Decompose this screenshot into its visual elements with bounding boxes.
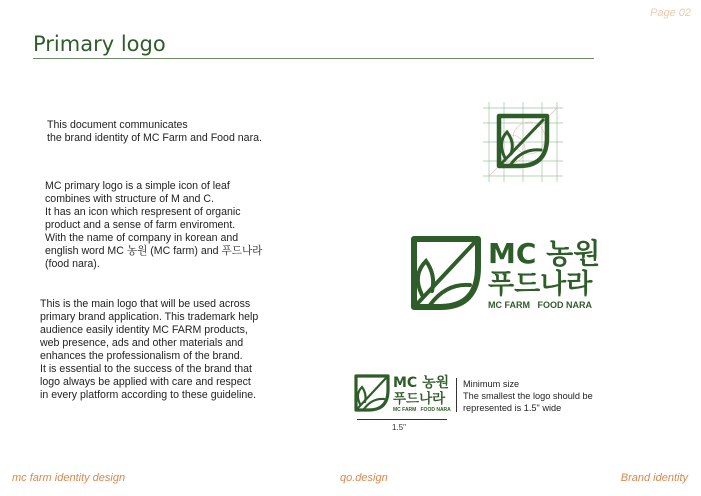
logo-description-paragraph: MC primary logo is a simple icon of leaf combines with structure of M and C. It has an icon which respresent of organic product and a sense of farm enviroment. With the name of company in korean and english word MC 농원 (MC farm) and 푸드나라 (food nara).	[45, 180, 263, 270]
footer-left: mc farm identity design	[12, 472, 126, 484]
primary-logo	[408, 233, 604, 313]
logo-tagline: MC FARM FOOD NARA	[488, 300, 592, 310]
small-logo-line-2: 푸드나라	[393, 391, 446, 407]
size-measure-label: 1.5"	[392, 423, 406, 432]
small-logo-tagline: MC FARM FOOD NARA	[393, 407, 451, 413]
logo-line-1: MC 농원	[488, 237, 601, 270]
logo-line-2: 푸드나라	[488, 269, 593, 300]
small-logo	[352, 372, 452, 414]
usage-paragraph: This is the main logo that will be used across primary brand application. This trademark help audience easily identity MC FARM products, web presence, ads and other materials and enhances the professionalism of the brand. It is essential to the success of the brand that logo always be applied with care and respect in every platform according to these guideline.	[40, 298, 259, 401]
intro-paragraph: This document communicates the brand identity of MC Farm and Food nara.	[47, 119, 262, 144]
small-logo-line-1: MC 농원	[393, 375, 450, 391]
leaf-mark-icon	[414, 239, 478, 307]
leaf-mark-small-icon	[356, 376, 388, 410]
footer-center: qo.design	[340, 472, 388, 484]
page-title: Primary logo	[33, 32, 166, 56]
min-size-note: Minimum size The smallest the logo should be represented is 1.5" wide	[463, 379, 593, 413]
title-divider	[33, 58, 594, 59]
logo-construction-grid-icon	[483, 102, 563, 182]
footer-right: Brand identity	[620, 472, 688, 484]
page-number: Page 02	[650, 7, 691, 19]
size-measure-line	[357, 419, 447, 420]
min-size-divider	[456, 378, 457, 412]
